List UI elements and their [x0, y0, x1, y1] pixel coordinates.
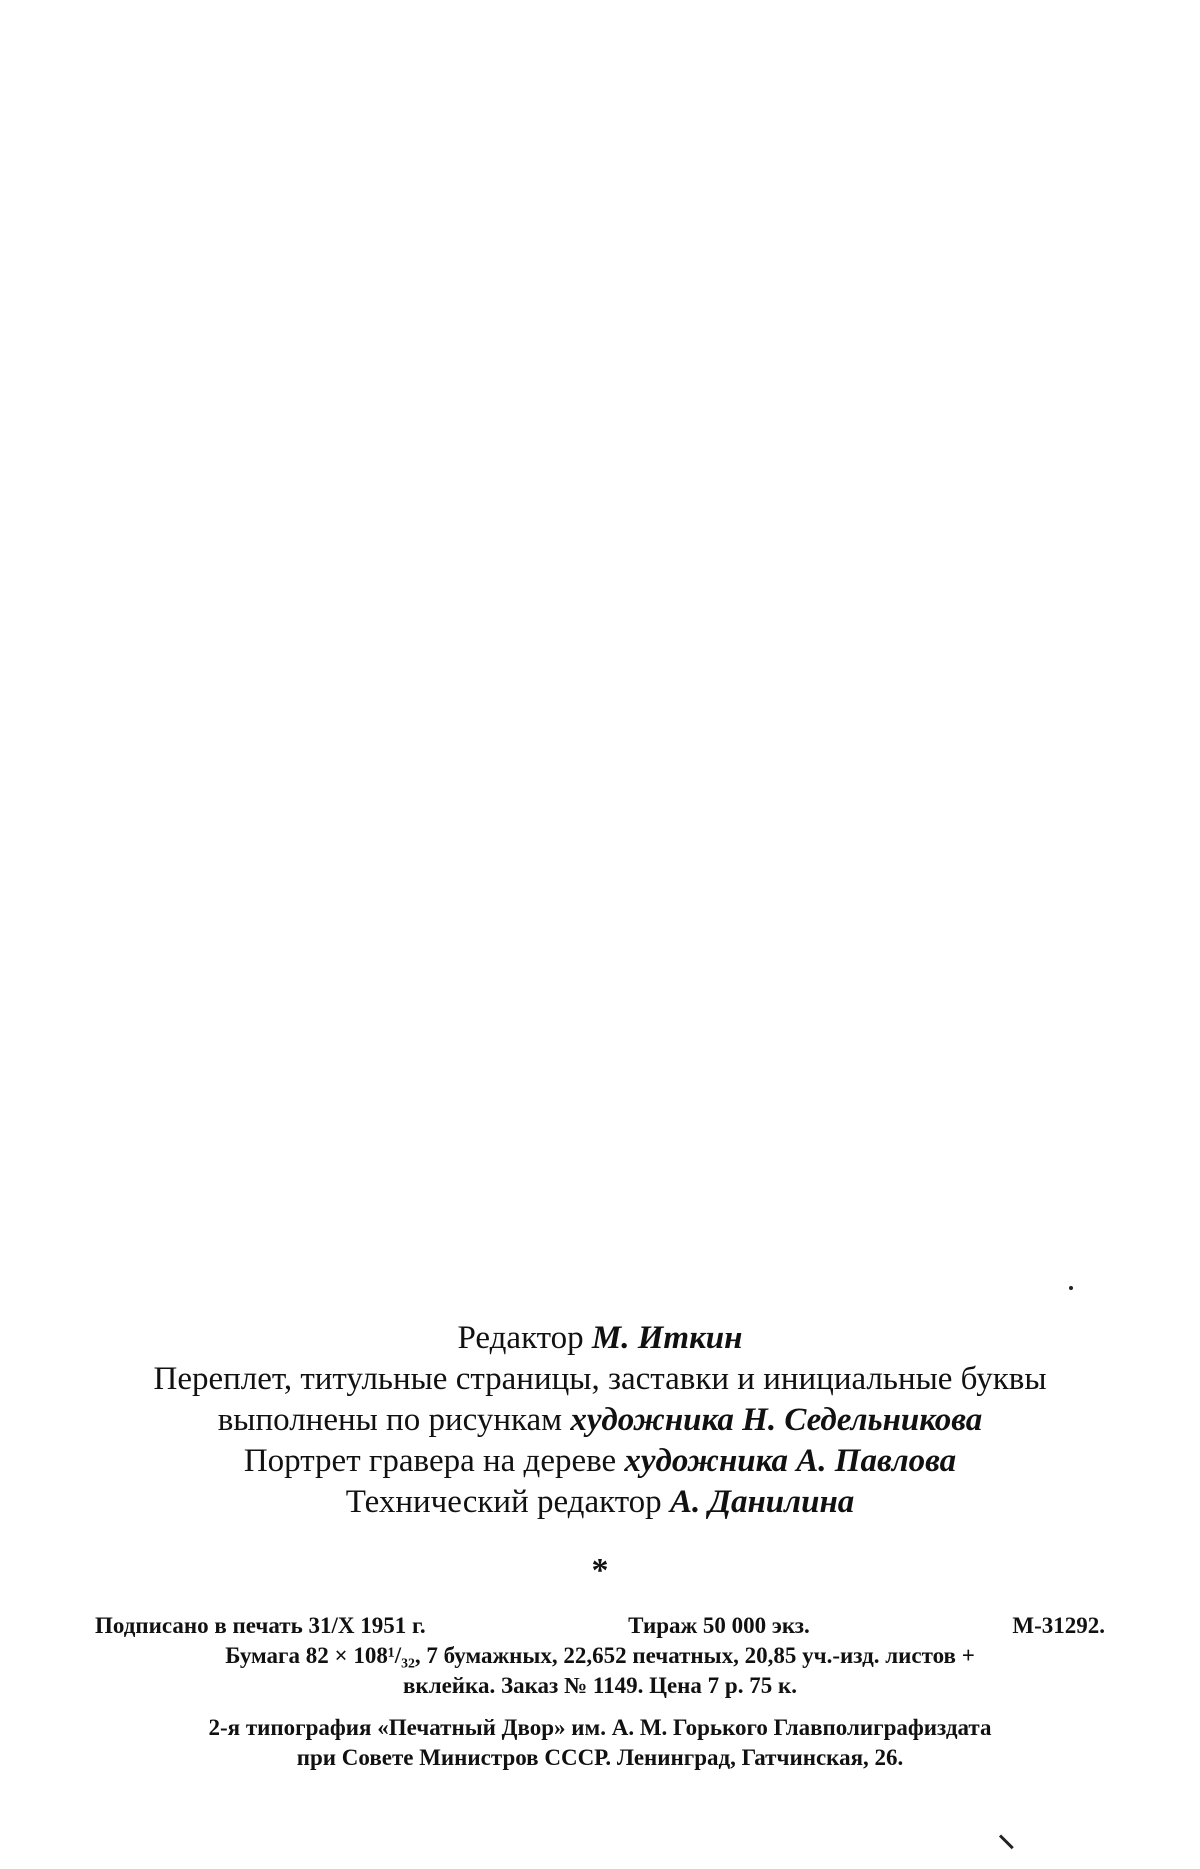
printer-line-2: при Совете Министров СССР. Ленинград, Гатчинская, 26.: [296, 1745, 904, 1770]
paper-line: Бумага 82 × 108¹/₃₂, 7 бумажных, 22,652 печатных, 20,85 уч.-изд. листов +: [225, 1643, 975, 1668]
executed-artist: художника Н. Седельникова: [570, 1402, 983, 1438]
stray-print-dot: [1069, 1286, 1073, 1290]
section-separator: *: [591, 1552, 609, 1589]
colophon-block: [95, 1318, 1105, 1773]
portrait-label: Портрет гравера на дереве: [243, 1443, 617, 1479]
printer-block: [95, 1713, 1105, 1773]
imprint-block: [95, 1611, 1105, 1773]
editor-name: М. Иткин: [591, 1320, 743, 1356]
tech-editor-name: А. Данилина: [669, 1484, 855, 1520]
printer-line-1: 2-я типография «Печатный Двор» им. А. М. Горького Главполиграфиздата: [208, 1715, 992, 1740]
executed-label: выполнены по рисункам: [217, 1402, 563, 1438]
portrait-line: [95, 1441, 1105, 1482]
executed-line: [95, 1400, 1105, 1441]
binding-line: [95, 1359, 1105, 1400]
editor-line: [95, 1318, 1105, 1359]
stray-print-mark: [999, 1834, 1014, 1849]
print-run: Тираж 50 000 экз.: [628, 1613, 810, 1638]
tech-editor-label: Технический редактор: [345, 1484, 662, 1520]
signed-date: Подписано в печать 31/X 1951 г.: [95, 1613, 426, 1638]
signed-row: [95, 1611, 1105, 1641]
portrait-artist: художника А. Павлова: [624, 1443, 957, 1479]
tech-editor-line: [95, 1482, 1105, 1523]
order-line: вклейка. Заказ № 1149. Цена 7 р. 75 к.: [403, 1673, 797, 1698]
editor-label: Редактор: [457, 1320, 584, 1356]
publication-code: М-31292.: [1012, 1613, 1105, 1638]
binding-text: Переплет, титульные страницы, заставки и инициальные буквы: [153, 1361, 1047, 1397]
